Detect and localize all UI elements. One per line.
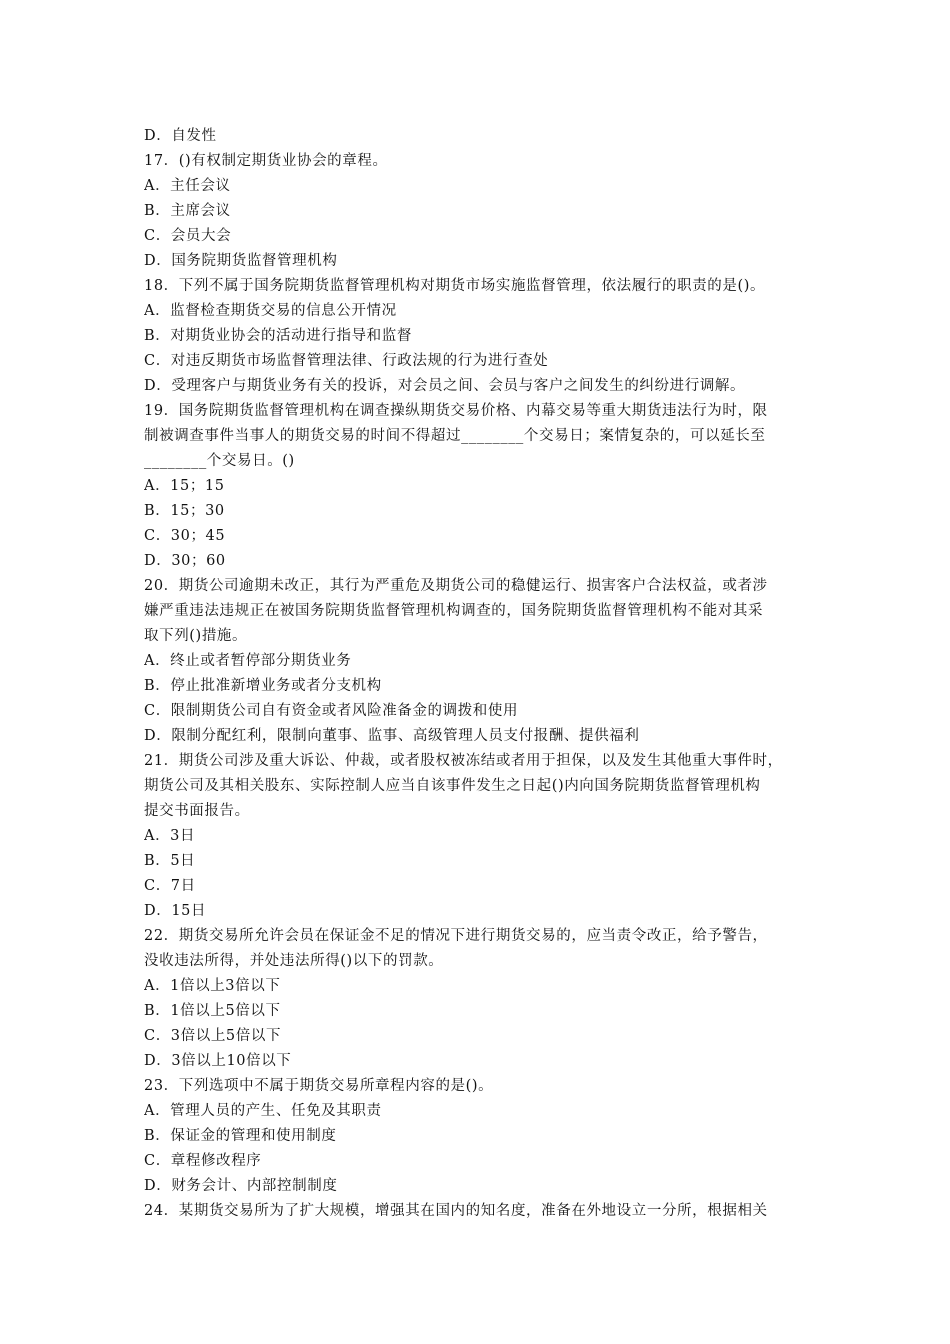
option-line: C．30；45 xyxy=(144,528,226,544)
option-line: C．限制期货公司自有资金或者风险准备金的调拨和使用 xyxy=(144,703,519,719)
option-line: C．3倍以上5倍以下 xyxy=(144,1028,282,1044)
question-line: 期货公司及其相关股东、实际控制人应当自该事件发生之日起()内向国务院期货监督管理机构 xyxy=(144,778,761,794)
option-line: D．15日 xyxy=(144,903,207,919)
option-line: D．国务院期货监督管理机构 xyxy=(144,253,338,269)
option-line: D．受理客户与期货业务有关的投诉，对会员之间、会员与客户之间发生的纠纷进行调解。 xyxy=(144,378,746,394)
question-line: 24．某期货交易所为了扩大规模，增强其在国内的知名度，准备在外地设立一分所，根据相关 xyxy=(144,1203,768,1219)
option-line: D．30；60 xyxy=(144,553,226,569)
question-line: 18．下列不属于国务院期货监督管理机构对期货市场实施监督管理，依法履行的职责的是()。 xyxy=(144,278,766,294)
option-line: B．对期货业协会的活动进行指导和监督 xyxy=(144,328,412,344)
option-line: A．终止或者暂停部分期货业务 xyxy=(144,653,352,669)
option-line: B．保证金的管理和使用制度 xyxy=(144,1128,337,1144)
option-line: B．15；30 xyxy=(144,503,225,519)
question-line: 没收违法所得，并处违法所得()以下的罚款。 xyxy=(144,953,444,969)
option-line: B．主席会议 xyxy=(144,203,231,219)
option-line: B．停止批准新增业务或者分支机构 xyxy=(144,678,382,694)
question-line: 23．下列选项中不属于期货交易所章程内容的是()。 xyxy=(144,1078,494,1094)
option-line: D．自发性 xyxy=(144,128,217,144)
option-line: A．15；15 xyxy=(144,478,225,494)
question-line: 21．期货公司涉及重大诉讼、仲裁，或者股权被冻结或者用于担保，以及发生其他重大事件时， xyxy=(144,753,783,769)
option-line: D．限制分配红利，限制向董事、监事、高级管理人员支付报酬、提供福利 xyxy=(144,728,640,744)
question-line: 20．期货公司逾期未改正，其行为严重危及期货公司的稳健运行、损害客户合法权益，或者涉 xyxy=(144,578,768,594)
option-line: A．管理人员的产生、任免及其职责 xyxy=(144,1103,382,1119)
option-line: A．3日 xyxy=(144,828,196,844)
option-line: A．监督检查期货交易的信息公开情况 xyxy=(144,303,397,319)
option-line: C．章程修改程序 xyxy=(144,1153,262,1169)
option-line: D．财务会计、内部控制制度 xyxy=(144,1178,338,1194)
question-line: 取下列()措施。 xyxy=(144,628,248,644)
option-line: C．会员大会 xyxy=(144,228,232,244)
question-line: ________个交易日。() xyxy=(144,453,295,469)
option-line: B．1倍以上5倍以下 xyxy=(144,1003,281,1019)
question-line: 17．()有权制定期货业协会的章程。 xyxy=(144,153,388,169)
option-line: A．主任会议 xyxy=(144,178,231,194)
option-line: A．1倍以上3倍以下 xyxy=(144,978,281,994)
question-line: 制被调查事件当事人的期货交易的时间不得超过________个交易日；案情复杂的，可以延长至 xyxy=(144,428,766,444)
option-line: C．7日 xyxy=(144,878,196,894)
question-line: 嫌严重违法违规正在被国务院期货监督管理机构调查的，国务院期货监督管理机构不能对其采 xyxy=(144,603,764,619)
option-line: B．5日 xyxy=(144,853,196,869)
option-line: C．对违反期货市场监督管理法律、行政法规的行为进行查处 xyxy=(144,353,549,369)
question-line: 19．国务院期货监督管理机构在调查操纵期货交易价格、内幕交易等重大期货违法行为时，限 xyxy=(144,403,768,419)
question-line: 提交书面报告。 xyxy=(144,803,250,819)
document-body xyxy=(144,124,814,1224)
option-line: D．3倍以上10倍以下 xyxy=(144,1053,292,1069)
question-line: 22．期货交易所允许会员在保证金不足的情况下进行期货交易的，应当责令改正，给予警告， xyxy=(144,928,768,944)
